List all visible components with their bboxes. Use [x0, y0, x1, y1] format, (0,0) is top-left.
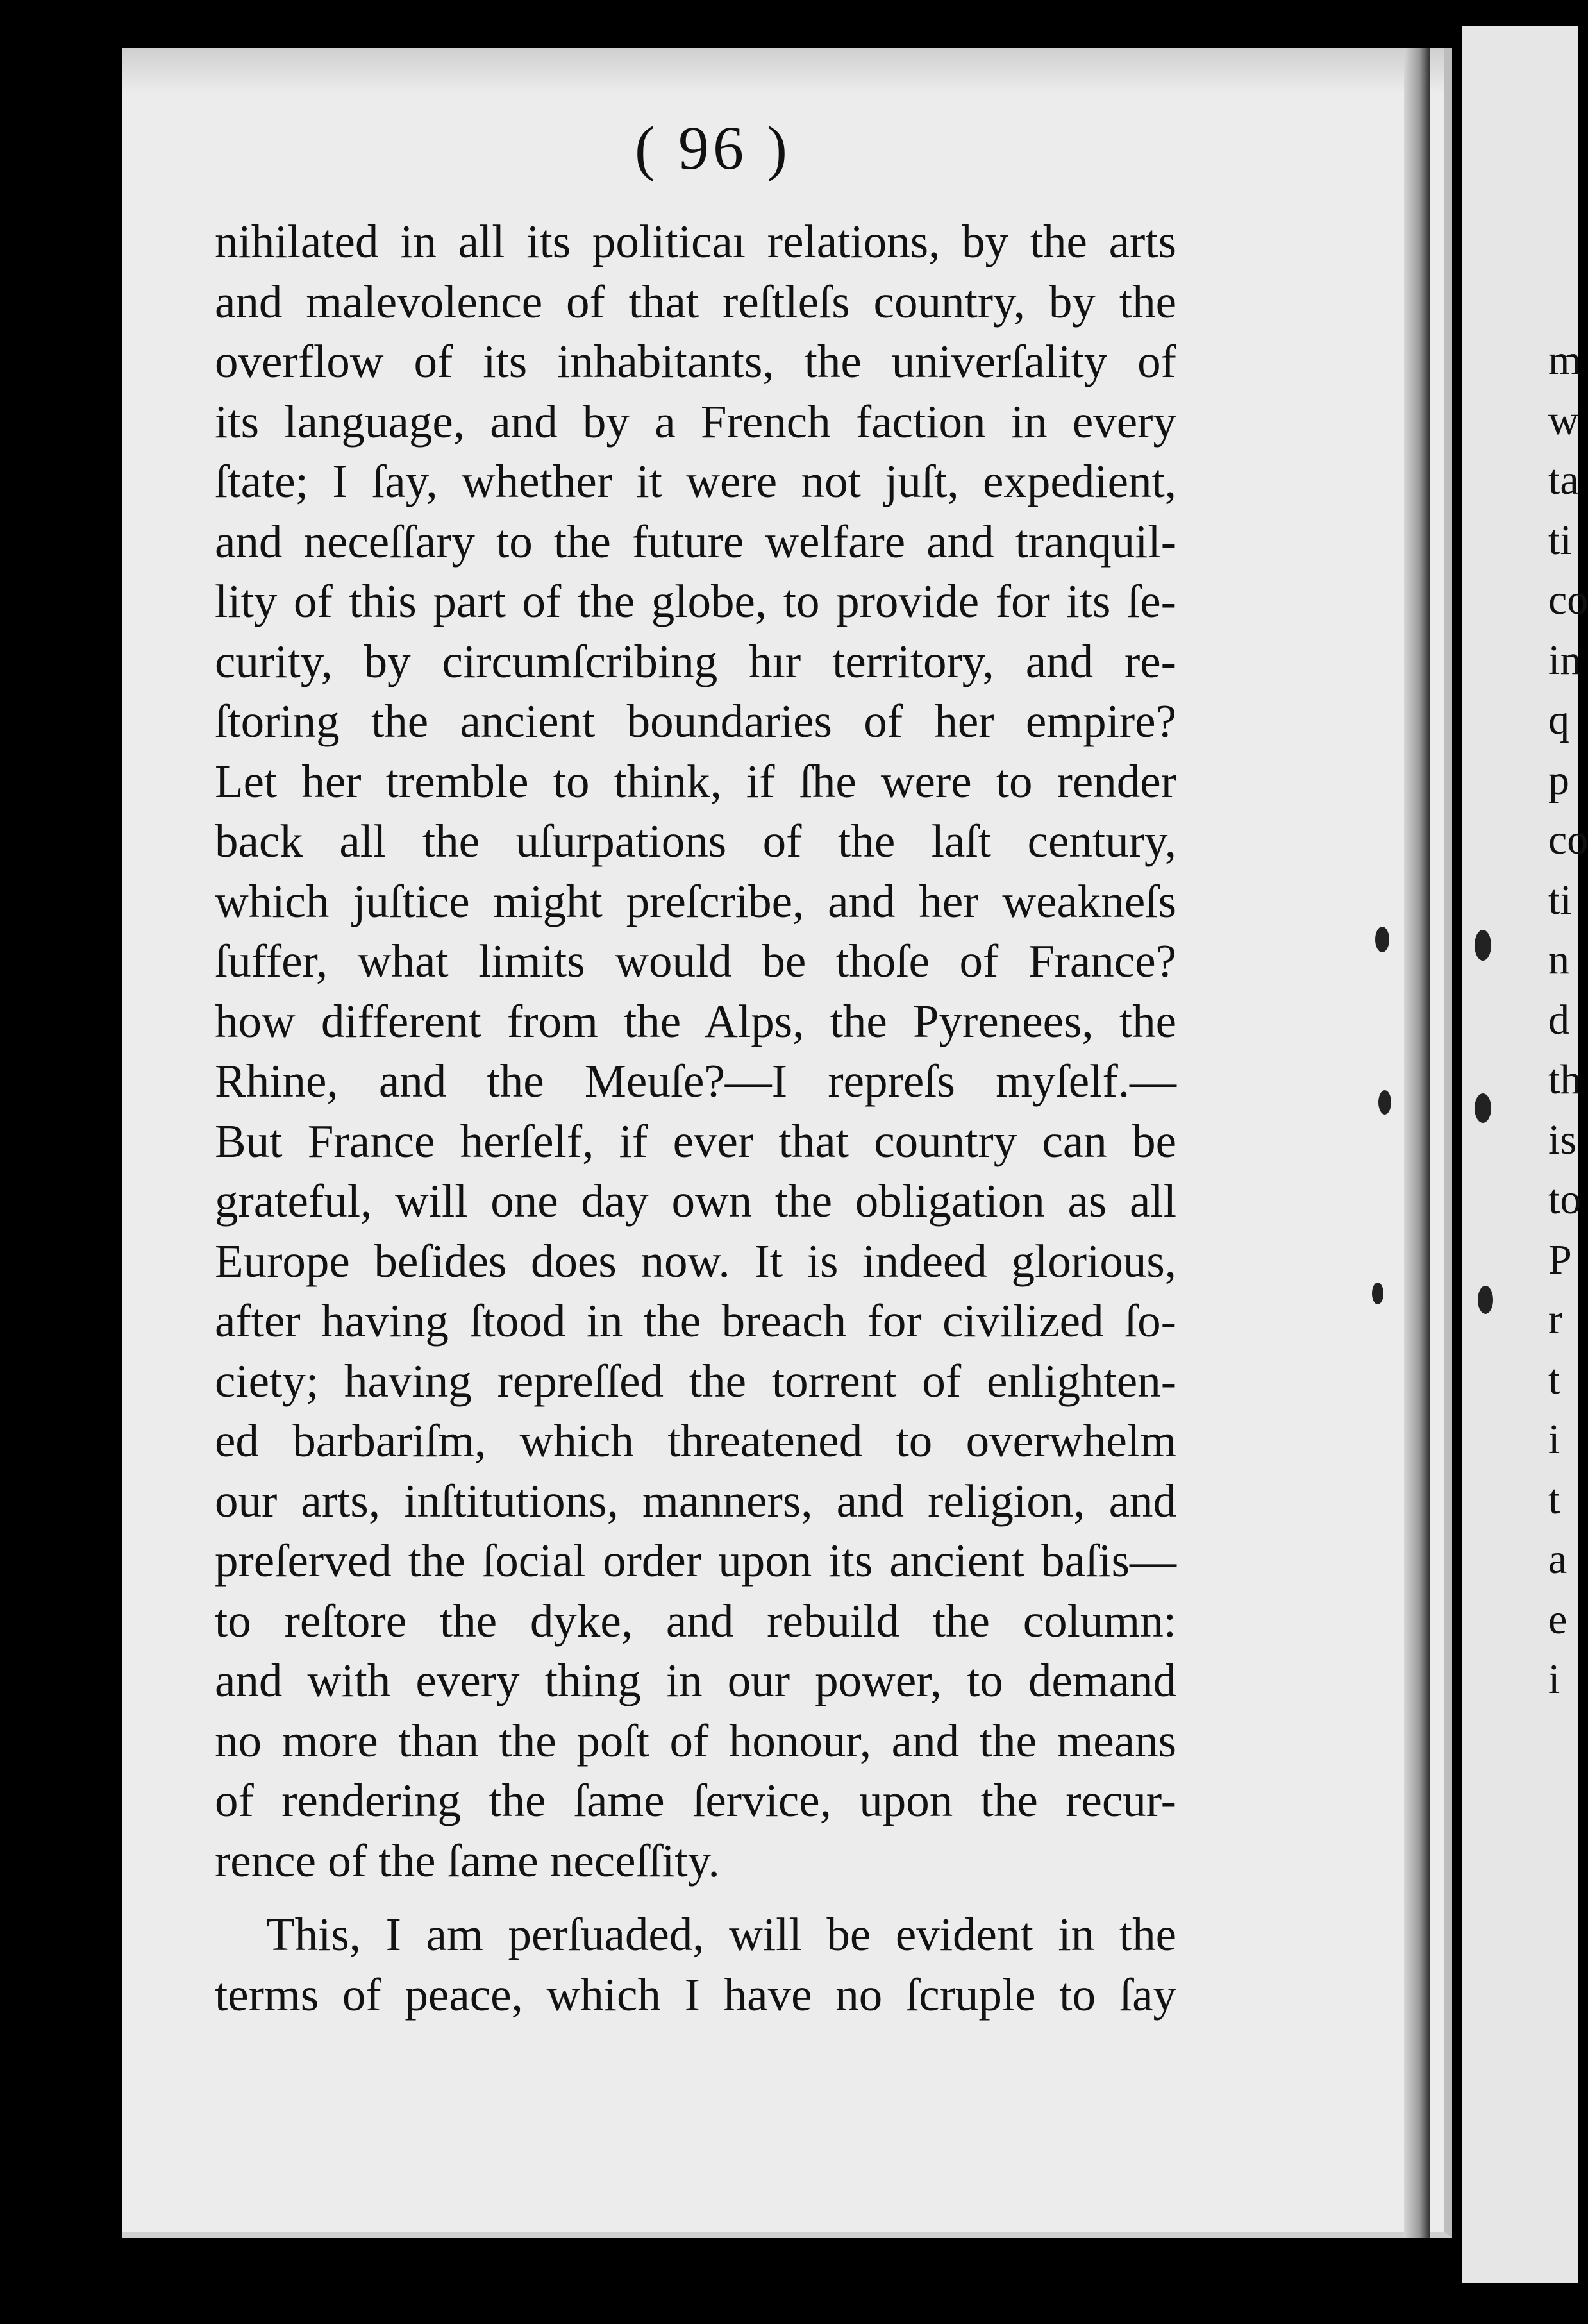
text-line: no more than the poſt of honour, and the means: [215, 1714, 1176, 1767]
margin-fragment: i: [1548, 1416, 1560, 1463]
margin-fragment: p: [1548, 756, 1569, 804]
text-line: which juſtice might preſcribe, and her weakneſs: [215, 875, 1176, 927]
margin-fragment: to: [1548, 1176, 1582, 1223]
text-line: and neceſſary to the future welfare and tranquil-: [215, 515, 1176, 568]
margin-fragment: t: [1548, 1356, 1560, 1403]
text-line: back all the uſurpations of the laſt century,: [215, 815, 1176, 867]
ink-speck: [1475, 930, 1491, 961]
margin-fragment: co: [1548, 577, 1588, 623]
margin-fragment: e: [1548, 1596, 1567, 1643]
text-line: nihilated in all its politicaı relations, by the arts: [215, 215, 1176, 267]
text-line: Rhine, and the Meuſe?—I repreſs myſelf.—: [215, 1055, 1176, 1107]
margin-fragment: ti: [1548, 516, 1572, 564]
margin-fragment: r: [1548, 1296, 1562, 1343]
text-line: how different from the Alps, the Pyrenees, the: [215, 995, 1176, 1047]
facing-page-margin-text: [1548, 330, 1588, 1710]
text-line: preſerved the ſocial order upon its ancient baſis—: [215, 1535, 1176, 1587]
text-line: ſuffer, what limits would be thoſe of France?: [215, 935, 1176, 987]
text-line: terms of peace, which I have no ſcruple to ſay: [215, 1968, 1176, 2021]
text-line: grateful, will one day own the obligation as all: [215, 1175, 1176, 1227]
text-line: and malevolence of that reſtleſs country, by the: [215, 275, 1176, 328]
text-line: of rendering the ſame ſervice, upon the recur-: [215, 1774, 1176, 1826]
text-line: ciety; having repreſſed the torrent of enlighten-: [215, 1354, 1176, 1407]
margin-fragment: w: [1548, 396, 1579, 444]
text-line: Let her tremble to think, if ſhe were to render: [215, 755, 1176, 807]
text-line: This, I am perſuaded, will be evident in the: [266, 1908, 1176, 1960]
text-line: our arts, inſtitutions, manners, and religion, and: [215, 1474, 1176, 1527]
margin-fragment: is: [1548, 1116, 1577, 1163]
text-line: ſtate; I ſay, whether it were not juſt, expedient,: [215, 455, 1176, 507]
text-line: and with every thing in our power, to demand: [215, 1655, 1176, 1706]
ink-speck: [1372, 1283, 1383, 1304]
margin-fragment: n: [1548, 936, 1569, 983]
ink-speck: [1478, 1286, 1493, 1314]
ink-speck: [1378, 1090, 1391, 1115]
text-line: to reſtore the dyke, and rebuild the column:: [215, 1594, 1176, 1647]
ink-speck: [1375, 927, 1389, 952]
text-line: But France herſelf, if ever that country can be: [215, 1115, 1176, 1167]
margin-fragment: ti: [1548, 876, 1572, 923]
text-line: after having ſtood in the breach for civilized ſo-: [215, 1295, 1176, 1347]
margin-fragment: th: [1548, 1056, 1582, 1103]
text-line: overflow of its inhabitants, the univerſality of: [215, 335, 1176, 387]
margin-fragment: ta: [1548, 457, 1579, 503]
margin-fragment: m: [1548, 337, 1582, 383]
text-line: lity of this part of the globe, to provide for its ſe-: [215, 575, 1176, 627]
text-line: curity, by circumſcribing hır territory, and re-: [215, 635, 1176, 687]
paragraph-2: [215, 1905, 1176, 2025]
margin-fragment: t: [1548, 1476, 1560, 1523]
margin-fragment: d: [1548, 996, 1569, 1043]
text-line: rence of the ſame neceſſity.: [215, 1834, 720, 1887]
body-text: [215, 212, 1176, 2025]
ink-speck: [1475, 1093, 1491, 1123]
text-line: ed barbariſm, which threatened to overwhelm: [215, 1415, 1176, 1467]
margin-fragment: q: [1548, 696, 1569, 743]
page-number: ( 96 ): [635, 114, 791, 182]
margin-fragment: in: [1548, 636, 1582, 684]
margin-fragment: P: [1548, 1236, 1572, 1283]
book-gutter: [1404, 48, 1430, 2238]
margin-fragment: co: [1548, 816, 1588, 863]
paragraph-1: [215, 212, 1176, 1890]
text-line: its language, and by a French faction in every: [215, 395, 1176, 448]
margin-fragment: a: [1548, 1536, 1567, 1583]
text-line: Europe beſides does now. It is indeed glorious,: [215, 1234, 1176, 1287]
text-line: ſtoring the ancient boundaries of her empire?: [215, 695, 1176, 747]
margin-fragment: i: [1548, 1656, 1560, 1703]
